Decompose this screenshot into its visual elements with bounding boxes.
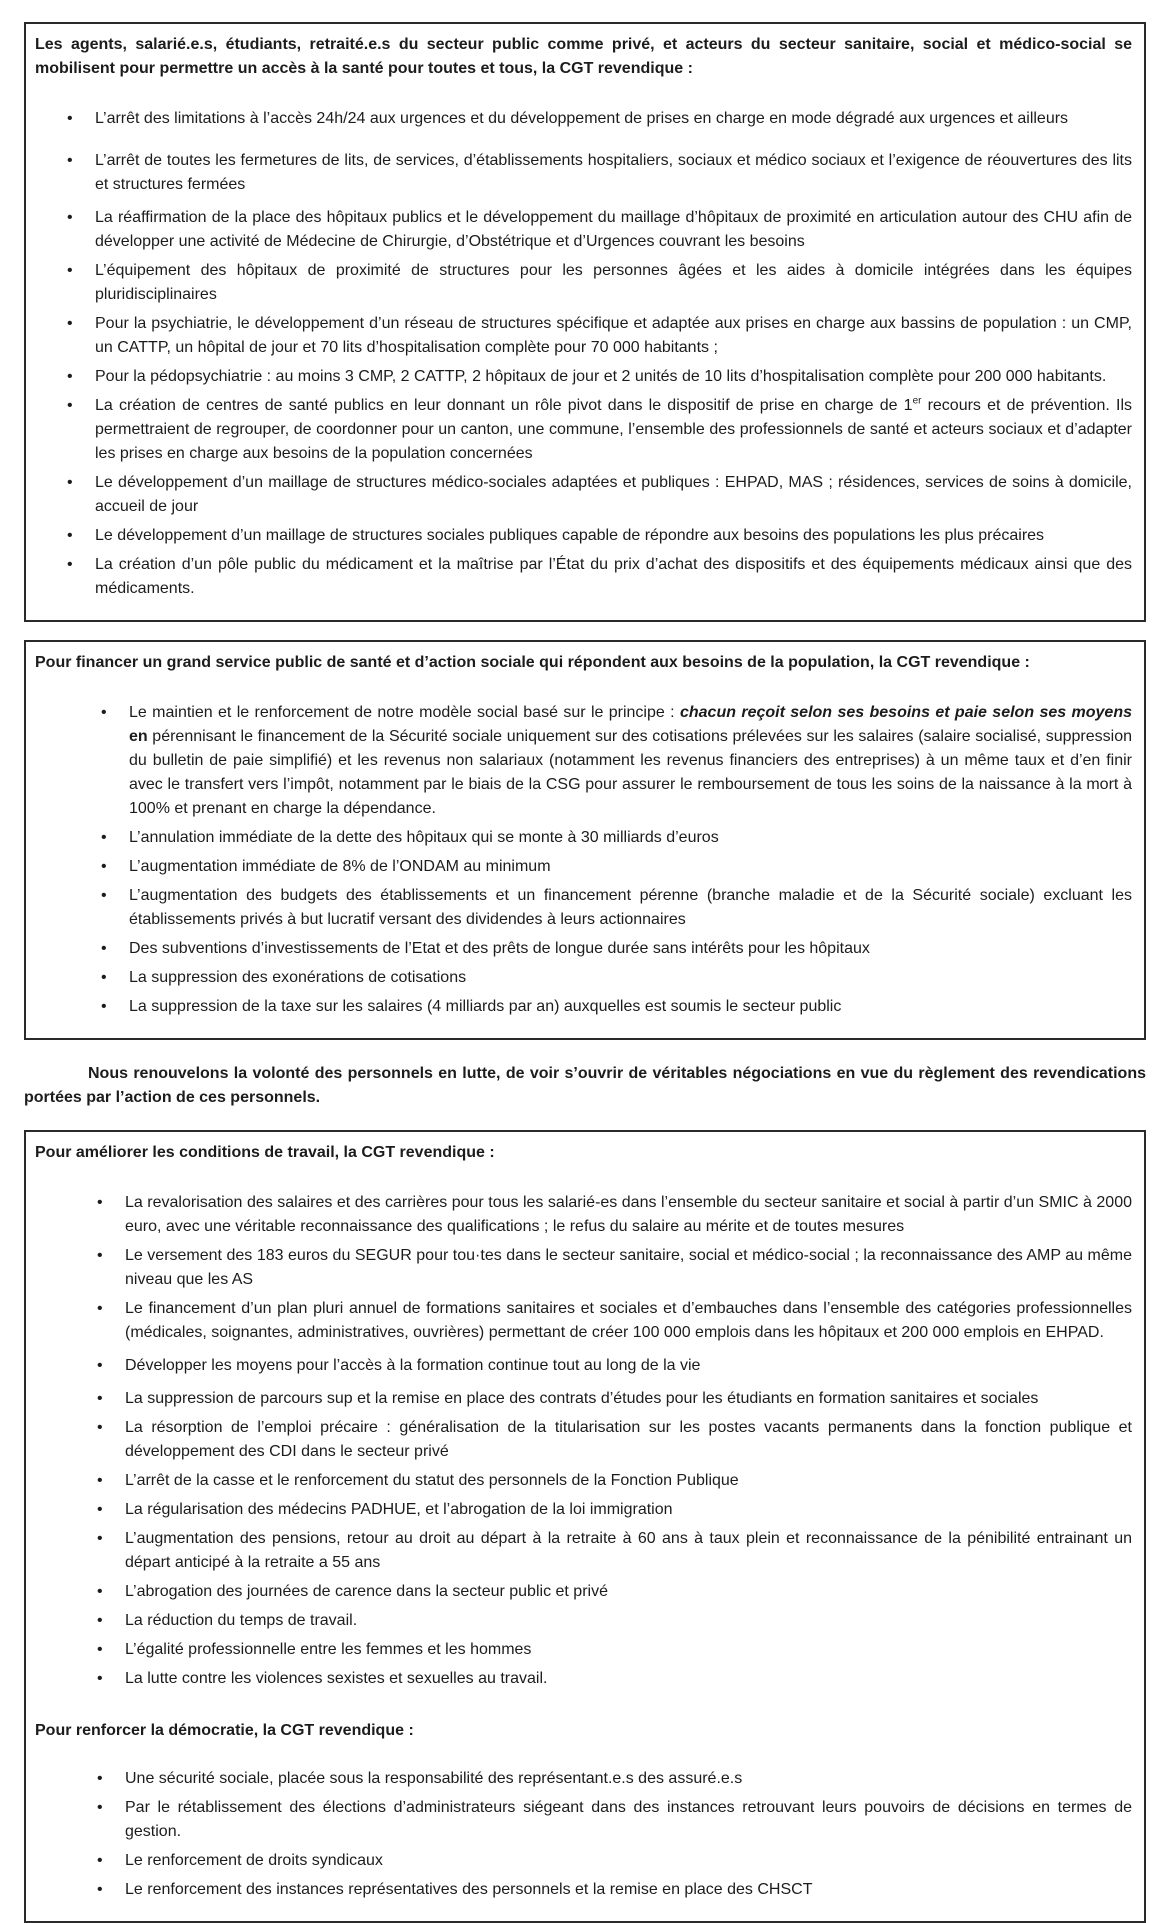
- list-item: • L’arrêt de toutes les fermetures de lits, de services, d’établissements hospitaliers, sociaux et médico sociaux et l’exigence de réouvertures des lits et structures fermées: [35, 149, 1132, 197]
- box3-header: Pour améliorer les conditions de travail, la CGT revendique :: [35, 1144, 495, 1161]
- list-item: • La création d’un pôle public du médicament et la maîtrise par l’État du prix d’achat des dispositifs et des équipements médicaux ainsi que des médicaments.: [35, 553, 1132, 601]
- demands-box-financing: [24, 640, 1146, 1040]
- list-item: • La réaffirmation de la place des hôpitaux publics et le développement du maillage d’hôpitaux de proximité en articulation autour des CHU afin de développer une activité de Médecine de Chirurgie, d’Obstétrique et d’Urgences couvrant les besoins: [35, 206, 1132, 254]
- list-item: • L’annulation immédiate de la dette des hôpitaux qui se monte à 30 milliards d’euros: [35, 826, 1132, 850]
- superscript-er: er: [912, 395, 922, 407]
- demands-box-working-conditions: [24, 1130, 1146, 1923]
- list-item: • La revalorisation des salaires et des carrières pour tous les salarié-es dans l’ensemble du secteur sanitaire et social à partir d’un SMIC à 2000 euro, avec une véritable reconnaissance des qualifications ; le refus du salaire au mérite et de toutes mesures: [35, 1191, 1132, 1239]
- box2-bullet-list: [35, 701, 1132, 1019]
- list-item: • Le versement des 183 euros du SEGUR pour tou·tes dans le secteur sanitaire, social et médico-social ; la reconnaissance des AMP au même niveau que les AS: [35, 1244, 1132, 1292]
- list-item: • L’équipement des hôpitaux de proximité de structures pour les personnes âgées et les aides à domicile intégrées dans les équipes pluridisciplinaires: [35, 259, 1132, 307]
- negotiations-paragraph: Nous renouvelons la volonté des personnels en lutte, de voir s’ouvrir de véritables négociations en vue du règlement des revendications portées par l’action de ces personnels.: [24, 1065, 1146, 1106]
- list-item: • L’arrêt des limitations à l’accès 24h/24 aux urgences et du développement de prises en charge en mode dégradé aux urgences et ailleurs: [35, 107, 1132, 131]
- bullet-text: Le maintien et le renforcement de notre modèle social basé sur le principe :: [129, 704, 680, 721]
- list-item: • Des subventions d’investissements de l’Etat et des prêts de longue durée sans intérêts pour les hôpitaux: [35, 937, 1132, 961]
- box1-intro: Les agents, salarié.e.s, étudiants, retraité.e.s du secteur public comme privé, et acteurs du secteur sanitaire, social et médico-social se mobilisent pour permettre un accès à la santé pour toutes et tous, la CGT revendique :: [35, 36, 1132, 77]
- list-item: [35, 394, 1132, 466]
- list-item: • La suppression de la taxe sur les salaires (4 milliards par an) auxquelles est soumis le secteur public: [35, 995, 1132, 1019]
- list-item: • La réduction du temps de travail.: [35, 1609, 1132, 1633]
- box3-democracy-header: Pour renforcer la démocratie, la CGT revendique :: [35, 1722, 414, 1739]
- list-item: • La suppression des exonérations de cotisations: [35, 966, 1132, 990]
- list-item: • Le développement d’un maillage de structures médico-sociales adaptées et publiques : EHPAD, MAS ; résidences, services de soins à domicile, accueil de jour: [35, 471, 1132, 519]
- list-item: • La régularisation des médecins PADHUE, et l’abrogation de la loi immigration: [35, 1498, 1132, 1522]
- list-item: • Pour la psychiatrie, le développement d’un réseau de structures spécifique et adaptée aux prises en charge aux bassins de population : un CMP, un CATTP, un hôpital de jour et 70 lits d’hospitalisation complète pour 70 000 habitants ;: [35, 312, 1132, 360]
- box1-bullet-list: [35, 107, 1132, 601]
- box2-header: Pour financer un grand service public de santé et d’action sociale qui répondent aux besoins de la population, la CGT revendique :: [35, 654, 1030, 671]
- bold-text: en: [129, 728, 148, 745]
- list-item: • La suppression de parcours sup et la remise en place des contrats d’études pour les étudiants en formation sanitaires et sociales: [35, 1387, 1132, 1411]
- list-item: • L’augmentation des pensions, retour au droit au départ à la retraite à 60 ans à taux plein et reconnaissance de la pénibilité entrainant un départ anticipé à la retraite a 55 ans: [35, 1527, 1132, 1575]
- list-item: • Une sécurité sociale, placée sous la responsabilité des représentant.e.s des assuré.e.s: [35, 1767, 1132, 1791]
- bullet-text: pérennisant le financement de la Sécurité sociale uniquement sur des cotisations prélevées sur les salaires (salaire socialisé, suppression du bulletin de paie simplifié) et les revenus non salariaux (notamment les revenus financiers des entreprises) à un même taux et d’en finir avec le transfert vers l’impôt, notamment par le biais de la CSG pour assurer le remboursement de tous les soins de la naissance à la mort à 100% et prenant en charge la dépendance.: [129, 728, 1132, 817]
- list-item: • L’égalité professionnelle entre les femmes et les hommes: [35, 1638, 1132, 1662]
- bullet-text: La création de centres de santé publics en leur donnant un rôle pivot dans le dispositif de prise en charge de 1: [95, 397, 913, 414]
- box3-bullet-list: [35, 1191, 1132, 1691]
- list-item: • Le développement d’un maillage de structures sociales publiques capable de répondre aux besoins des populations les plus précaires: [35, 524, 1132, 548]
- list-item: • La résorption de l’emploi précaire : généralisation de la titularisation sur les postes vacants permanents dans la fonction publique et développement des CDI dans le secteur privé: [35, 1416, 1132, 1464]
- list-item: • L’arrêt de la casse et le renforcement du statut des personnels de la Fonction Publique: [35, 1469, 1132, 1493]
- list-item: • Le renforcement de droits syndicaux: [35, 1849, 1132, 1873]
- list-item: • Pour la pédopsychiatrie : au moins 3 CMP, 2 CATTP, 2 hôpitaux de jour et 2 unités de 10 lits d’hospitalisation complète pour 200 000 habitants.: [35, 365, 1132, 389]
- list-item: • L’abrogation des journées de carence dans la secteur public et privé: [35, 1580, 1132, 1604]
- list-item: • Par le rétablissement des élections d’administrateurs siégeant dans des instances retrouvant leurs pouvoirs de décisions en termes de gestion.: [35, 1796, 1132, 1844]
- list-item: • L’augmentation immédiate de 8% de l’ONDAM au minimum: [35, 855, 1132, 879]
- list-item: • Développer les moyens pour l’accès à la formation continue tout au long de la vie: [35, 1354, 1132, 1378]
- demands-box-access-to-care: [24, 22, 1146, 622]
- bullet-text: recours et de prévention. Ils permettraient de regrouper, de coordonner pour un canton, une commune, l’ensemble des professionnels de santé et acteurs sociaux et d’adapter les prises en charge aux besoins de la population concernées: [95, 397, 1132, 462]
- list-item: [35, 701, 1132, 821]
- list-item: • La lutte contre les violences sexistes et sexuelles au travail.: [35, 1667, 1132, 1691]
- list-item: • L’augmentation des budgets des établissements et un financement pérenne (branche maladie et de la Sécurité sociale) excluant les établissements privés à but lucratif versant des dividendes à leurs actionnaires: [35, 884, 1132, 932]
- list-item: • Le renforcement des instances représentatives des personnels et la remise en place des CHSCT: [35, 1878, 1132, 1902]
- list-item: • Le financement d’un plan pluri annuel de formations sanitaires et sociales et d’embauches dans l’ensemble des catégories professionnelles (médicales, soignantes, administratives, ouvrières) permettant de créer 100 000 emplois dans les hôpitaux et 200 000 emplois en EHPAD.: [35, 1297, 1132, 1345]
- box3-democracy-bullet-list: [35, 1767, 1132, 1902]
- emphasized-principle-text: chacun reçoit selon ses besoins et paie selon ses moyens: [679, 704, 1132, 721]
